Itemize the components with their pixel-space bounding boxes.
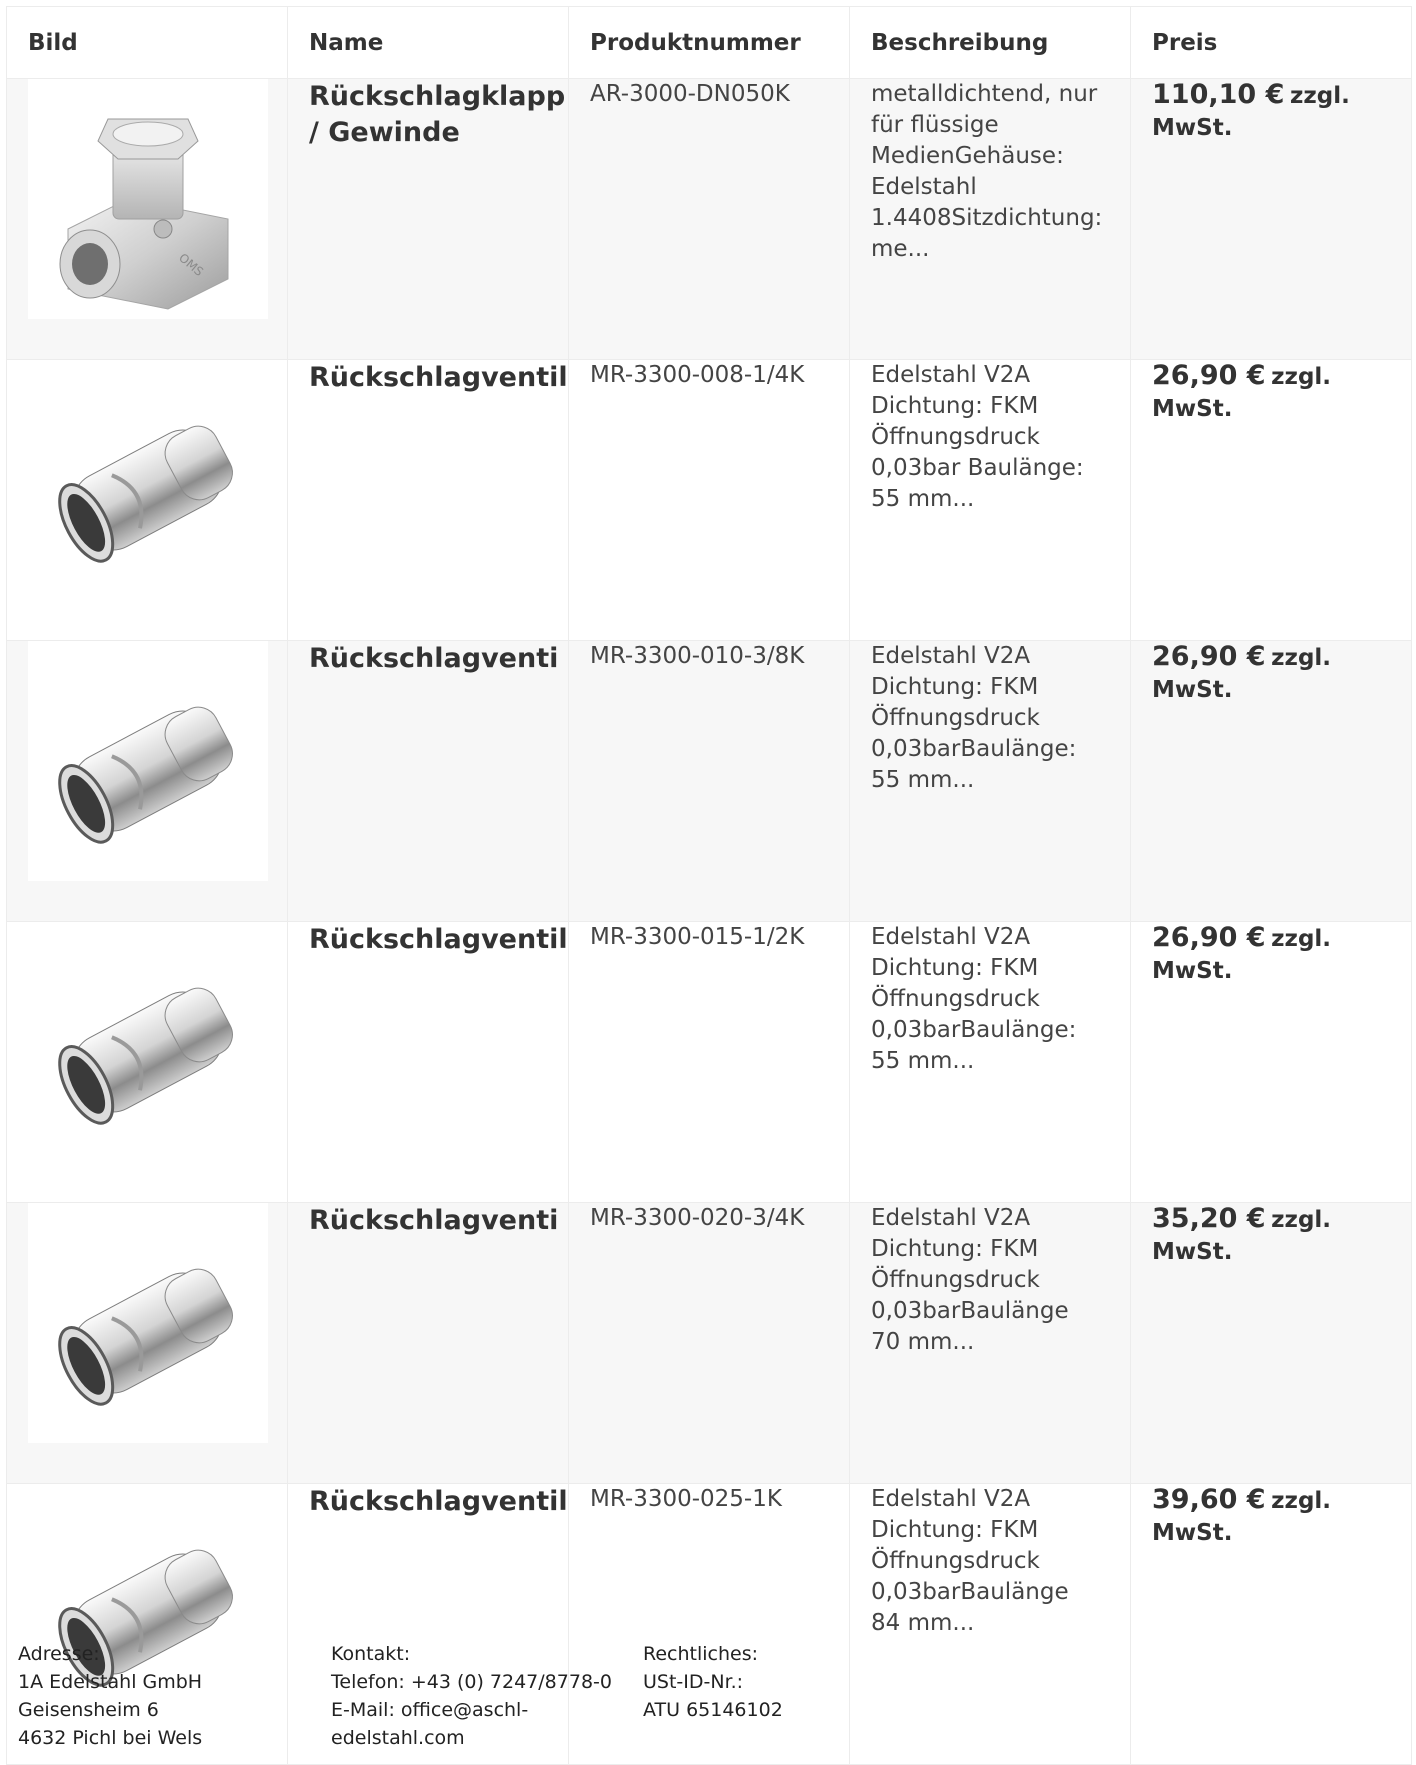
price-tax-note: zzgl. [1271,1207,1332,1233]
inline-check-valve-image[interactable] [28,1203,268,1443]
header-number: Produktnummer [569,7,850,79]
price-tax-note-2: MwSt. [1152,1520,1233,1546]
price-tax-note-2: MwSt. [1152,958,1233,984]
footer-address-label: Adresse: [18,1643,100,1665]
svg-text:OMS: OMS [176,250,207,279]
description-line: Dichtung: FKM [871,1517,1039,1543]
swing-check-valve-image[interactable] [28,79,268,319]
description-line: 55 mm... [871,767,975,793]
price-tax-note-2: MwSt. [1152,677,1233,703]
vat-value: ATU 65146102 [643,1699,783,1721]
footer-legal-label: Rechtliches: [643,1643,759,1665]
price-tax-note: zzgl. [1271,1488,1332,1514]
footer-contact [331,1640,612,1752]
price-value: 26,90 € [1152,360,1266,391]
product-table [6,6,1412,1765]
description-line: 70 mm... [871,1329,975,1355]
product-description [850,360,1131,641]
product-name-link[interactable]: Rückschlagventi [309,1205,559,1236]
price-tax-note: zzgl. [1271,364,1332,390]
price-tax-note-2: MwSt. [1152,396,1233,422]
product-number: MR-3300-010-3/8K [590,643,805,669]
description-line: Edelstahl V2A [871,362,1031,388]
street: Geisensheim 6 [18,1699,159,1721]
footer-address [18,1640,202,1752]
description-line: 0,03barBaulänge: [871,1017,1077,1043]
price-value: 26,90 € [1152,641,1266,672]
product-name-link[interactable]: Rückschlagventil [309,924,568,955]
description-line: Öffnungsdruck [871,1267,1040,1293]
footer-contact-label: Kontakt: [331,1643,411,1665]
product-number: MR-3300-020-3/4K [590,1205,805,1231]
company-name: 1A Edelstahl GmbH [18,1671,203,1693]
description-line: Öffnungsdruck [871,1548,1040,1574]
description-line: Dichtung: FKM [871,674,1039,700]
table-row [7,360,1412,641]
product-number: AR-3000-DN050K [590,81,790,107]
description-line: 1.4408Sitzdichtung: [871,205,1103,231]
description-line: Öffnungsdruck [871,424,1040,450]
description-line: Edelstahl V2A [871,1205,1031,1231]
product-name-link[interactable]: Rückschlagklapp [309,81,566,112]
price-tax-note: zzgl. [1271,645,1332,671]
phone-link[interactable]: Telefon: +43 (0) 7247/8778-0 [331,1671,612,1693]
product-price [1131,360,1412,641]
product-number: MR-3300-025-1K [590,1486,782,1512]
price-value: 35,20 € [1152,1203,1266,1234]
table-row [7,1203,1412,1484]
product-number: MR-3300-015-1/2K [590,924,805,950]
product-name-link[interactable]: Rückschlagventil [309,1486,568,1517]
price-tax-note: zzgl. [1271,926,1332,952]
description-line: Öffnungsdruck [871,986,1040,1012]
description-line: Dichtung: FKM [871,1236,1039,1262]
product-name-link[interactable]: Rückschlagventi [309,643,559,674]
product-price [1131,1203,1412,1484]
description-line: 0,03bar Baulänge: [871,455,1084,481]
product-description [850,641,1131,922]
description-line: Öffnungsdruck [871,705,1040,731]
description-line: 84 mm... [871,1610,975,1636]
description-line: me... [871,236,930,262]
price-value: 110,10 € [1152,79,1285,110]
price-value: 39,60 € [1152,1484,1266,1515]
email-link-line2[interactable]: edelstahl.com [331,1727,465,1749]
description-line: Edelstahl [871,174,977,200]
table-row [7,641,1412,922]
inline-check-valve-image[interactable] [28,922,268,1162]
description-line: metalldichtend, nur [871,81,1098,107]
inline-check-valve-image[interactable] [28,360,268,600]
footer [0,1640,1416,1758]
product-description [850,79,1131,360]
product-price [1131,79,1412,360]
description-line: MedienGehäuse: [871,143,1064,169]
table-row [7,922,1412,1203]
price-tax-note: zzgl. [1289,83,1350,109]
vat-label: USt-ID-Nr.: [643,1671,744,1693]
description-line: Edelstahl V2A [871,643,1031,669]
footer-legal [643,1640,783,1724]
description-line: 55 mm... [871,486,975,512]
city: 4632 Pichl bei Wels [18,1727,203,1749]
header-description: Beschreibung [850,7,1131,79]
email-link[interactable]: E-Mail: office@aschl- [331,1699,529,1721]
description-line: für flüssige [871,112,999,138]
description-line: 0,03barBaulänge: [871,736,1077,762]
description-line: Dichtung: FKM [871,955,1039,981]
price-value: 26,90 € [1152,922,1266,953]
table-header [7,7,1412,79]
description-line: 0,03barBaulänge [871,1579,1069,1605]
table-row [7,79,1412,360]
product-price [1131,641,1412,922]
description-line: 0,03barBaulänge [871,1298,1069,1324]
price-tax-note-2: MwSt. [1152,115,1233,141]
product-name-link-line2[interactable]: / Gewinde [309,117,460,148]
product-price [1131,922,1412,1203]
product-number: MR-3300-008-1/4K [590,362,805,388]
header-name: Name [288,7,569,79]
header-price: Preis [1131,7,1412,79]
inline-check-valve-image[interactable] [28,641,268,881]
product-description [850,922,1131,1203]
description-line: Edelstahl V2A [871,1486,1031,1512]
price-tax-note-2: MwSt. [1152,1239,1233,1265]
description-line: Edelstahl V2A [871,924,1031,950]
description-line: 55 mm... [871,1048,975,1074]
description-line: Dichtung: FKM [871,393,1039,419]
product-name-link[interactable]: Rückschlagventil [309,362,568,393]
header-image: Bild [7,7,288,79]
product-description [850,1203,1131,1484]
